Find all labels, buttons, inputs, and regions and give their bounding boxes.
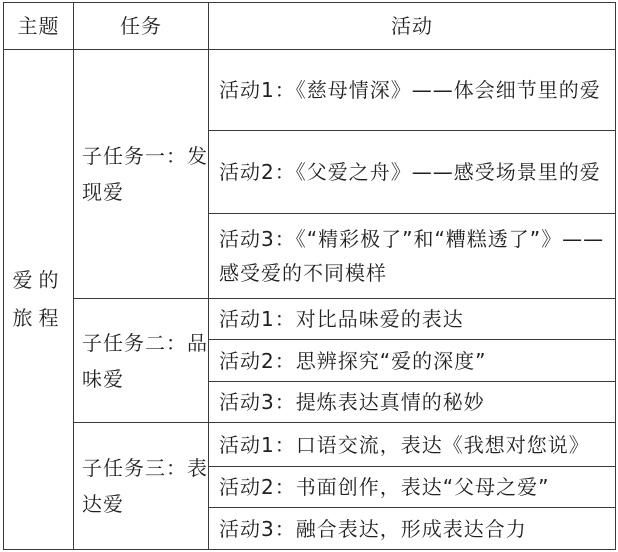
task-cell bbox=[74, 49, 209, 298]
task-label: 子任务一：发现爱 bbox=[82, 143, 208, 204]
activity-cell: 活动2：书面创作，表达“父母之爱” bbox=[209, 466, 616, 508]
table-row bbox=[4, 298, 616, 340]
task-label: 子任务三：表达爱 bbox=[82, 456, 208, 517]
header-task: 任务 bbox=[74, 3, 209, 50]
table-row bbox=[4, 423, 616, 467]
table-header-row bbox=[4, 3, 616, 50]
activity-cell: 活动1：口语交流，表达《我想对您说》 bbox=[209, 423, 616, 467]
activity-cell: 活动3：融合表达，形成表达合力 bbox=[209, 508, 616, 550]
table-row bbox=[4, 49, 616, 130]
task-cell bbox=[74, 298, 209, 423]
activity-cell: 活动1：对比品味爱的表达 bbox=[209, 298, 616, 340]
activity-cell: 活动3：提炼表达真情的秘妙 bbox=[209, 381, 616, 423]
activity-cell: 活动2：《父爱之舟》——感受场景里的爱 bbox=[209, 130, 616, 213]
activity-cell: 活动1：《慈母情深》——体会细节里的爱 bbox=[209, 49, 616, 130]
theme-label: 爱的旅程 bbox=[12, 268, 65, 331]
task-cell bbox=[74, 423, 209, 550]
header-activity: 活动 bbox=[209, 3, 616, 50]
task-label: 子任务二：品味爱 bbox=[82, 330, 208, 391]
activity-cell: 活动3：《“精彩极了”和“糟糕透了”》——感受爱的不同模样 bbox=[209, 213, 616, 298]
activity-plan-table bbox=[3, 2, 616, 550]
activity-cell: 活动2：思辨探究“爱的深度” bbox=[209, 340, 616, 382]
header-theme: 主题 bbox=[4, 3, 74, 50]
theme-cell bbox=[4, 49, 74, 549]
